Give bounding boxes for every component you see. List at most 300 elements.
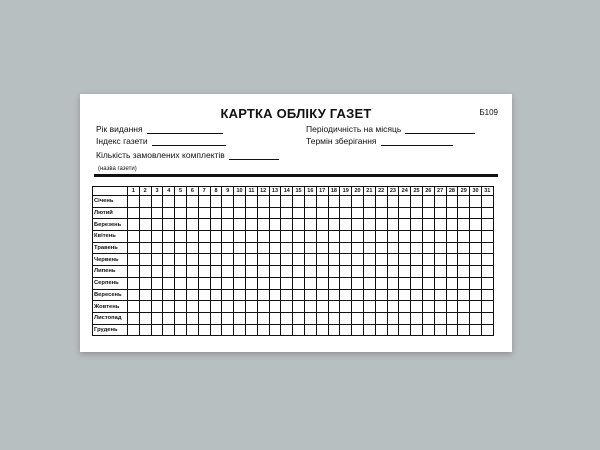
entry-cell[interactable] [269,219,281,231]
entry-cell[interactable] [175,324,187,336]
entry-cell[interactable] [293,242,305,254]
entry-cell[interactable] [234,289,246,301]
entry-cell[interactable] [375,207,387,219]
entry-cell[interactable] [257,289,269,301]
entry-cell[interactable] [375,301,387,313]
entry-cell[interactable] [175,254,187,266]
entry-cell[interactable] [128,312,140,324]
entry-cell[interactable] [269,277,281,289]
entry-cell[interactable] [422,207,434,219]
entry-cell[interactable] [481,266,493,278]
entry-cell[interactable] [293,277,305,289]
entry-cell[interactable] [281,219,293,231]
entry-cell[interactable] [481,242,493,254]
entry-cell[interactable] [198,312,210,324]
entry-cell[interactable] [363,312,375,324]
entry-cell[interactable] [222,254,234,266]
entry-cell[interactable] [434,301,446,313]
entry-cell[interactable] [222,301,234,313]
entry-cell[interactable] [316,301,328,313]
entry-cell[interactable] [186,254,198,266]
entry-cell[interactable] [269,242,281,254]
entry-cell[interactable] [363,277,375,289]
entry-cell[interactable] [434,242,446,254]
entry-cell[interactable] [128,219,140,231]
entry-cell[interactable] [222,242,234,254]
entry-cell[interactable] [198,242,210,254]
entry-cell[interactable] [446,242,458,254]
entry-cell[interactable] [446,266,458,278]
entry-cell[interactable] [139,231,151,243]
entry-cell[interactable] [328,266,340,278]
entry-cell[interactable] [186,312,198,324]
entry-cell[interactable] [399,301,411,313]
entry-cell[interactable] [210,277,222,289]
entry-cell[interactable] [458,289,470,301]
entry-cell[interactable] [210,254,222,266]
entry-cell[interactable] [470,207,482,219]
entry-cell[interactable] [128,324,140,336]
entry-cell[interactable] [151,312,163,324]
entry-cell[interactable] [234,196,246,208]
entry-cell[interactable] [257,242,269,254]
entry-cell[interactable] [163,289,175,301]
entry-cell[interactable] [470,254,482,266]
entry-cell[interactable] [411,266,423,278]
entry-cell[interactable] [281,324,293,336]
entry-cell[interactable] [245,219,257,231]
entry-cell[interactable] [375,196,387,208]
entry-cell[interactable] [151,324,163,336]
entry-cell[interactable] [304,231,316,243]
entry-cell[interactable] [422,242,434,254]
entry-cell[interactable] [375,231,387,243]
entry-cell[interactable] [470,242,482,254]
entry-cell[interactable] [139,312,151,324]
entry-cell[interactable] [281,207,293,219]
entry-cell[interactable] [293,207,305,219]
entry-cell[interactable] [340,312,352,324]
entry-cell[interactable] [175,277,187,289]
entry-cell[interactable] [139,207,151,219]
field-year-line[interactable] [147,125,223,134]
entry-cell[interactable] [363,219,375,231]
entry-cell[interactable] [198,277,210,289]
field-sets-line[interactable] [229,151,279,160]
entry-cell[interactable] [198,266,210,278]
entry-cell[interactable] [222,277,234,289]
entry-cell[interactable] [316,231,328,243]
entry-cell[interactable] [234,254,246,266]
entry-cell[interactable] [434,219,446,231]
entry-cell[interactable] [422,196,434,208]
entry-cell[interactable] [139,219,151,231]
entry-cell[interactable] [257,254,269,266]
entry-cell[interactable] [163,219,175,231]
entry-cell[interactable] [269,196,281,208]
entry-cell[interactable] [422,219,434,231]
entry-cell[interactable] [399,196,411,208]
entry-cell[interactable] [163,324,175,336]
entry-cell[interactable] [328,254,340,266]
entry-cell[interactable] [411,301,423,313]
entry-cell[interactable] [375,324,387,336]
entry-cell[interactable] [257,277,269,289]
entry-cell[interactable] [234,324,246,336]
entry-cell[interactable] [470,277,482,289]
entry-cell[interactable] [210,219,222,231]
entry-cell[interactable] [234,312,246,324]
entry-cell[interactable] [363,324,375,336]
entry-cell[interactable] [139,266,151,278]
entry-cell[interactable] [245,324,257,336]
entry-cell[interactable] [411,277,423,289]
entry-cell[interactable] [245,196,257,208]
entry-cell[interactable] [352,277,364,289]
entry-cell[interactable] [175,242,187,254]
entry-cell[interactable] [352,254,364,266]
entry-cell[interactable] [245,277,257,289]
entry-cell[interactable] [245,301,257,313]
entry-cell[interactable] [316,324,328,336]
entry-cell[interactable] [328,312,340,324]
entry-cell[interactable] [422,277,434,289]
entry-cell[interactable] [458,301,470,313]
entry-cell[interactable] [434,277,446,289]
entry-cell[interactable] [198,324,210,336]
entry-cell[interactable] [434,289,446,301]
entry-cell[interactable] [316,289,328,301]
entry-cell[interactable] [128,266,140,278]
entry-cell[interactable] [139,242,151,254]
entry-cell[interactable] [328,277,340,289]
entry-cell[interactable] [163,242,175,254]
entry-cell[interactable] [422,301,434,313]
entry-cell[interactable] [446,254,458,266]
entry-cell[interactable] [210,207,222,219]
entry-cell[interactable] [151,242,163,254]
entry-cell[interactable] [387,242,399,254]
entry-cell[interactable] [481,312,493,324]
entry-cell[interactable] [222,266,234,278]
entry-cell[interactable] [245,242,257,254]
entry-cell[interactable] [422,266,434,278]
entry-cell[interactable] [210,266,222,278]
entry-cell[interactable] [210,301,222,313]
entry-cell[interactable] [411,254,423,266]
entry-cell[interactable] [222,312,234,324]
entry-cell[interactable] [198,207,210,219]
entry-cell[interactable] [328,219,340,231]
entry-cell[interactable] [387,277,399,289]
entry-cell[interactable] [352,301,364,313]
entry-cell[interactable] [210,312,222,324]
entry-cell[interactable] [328,324,340,336]
entry-cell[interactable] [363,196,375,208]
entry-cell[interactable] [128,207,140,219]
entry-cell[interactable] [328,242,340,254]
field-index-line[interactable] [152,137,226,146]
entry-cell[interactable] [411,231,423,243]
field-periodicity-line[interactable] [405,125,475,134]
entry-cell[interactable] [481,219,493,231]
entry-cell[interactable] [470,301,482,313]
entry-cell[interactable] [352,242,364,254]
entry-cell[interactable] [434,196,446,208]
entry-cell[interactable] [470,324,482,336]
entry-cell[interactable] [281,231,293,243]
entry-cell[interactable] [175,301,187,313]
entry-cell[interactable] [352,324,364,336]
entry-cell[interactable] [352,196,364,208]
entry-cell[interactable] [245,266,257,278]
entry-cell[interactable] [257,324,269,336]
entry-cell[interactable] [458,277,470,289]
entry-cell[interactable] [434,266,446,278]
entry-cell[interactable] [399,254,411,266]
entry-cell[interactable] [304,301,316,313]
entry-cell[interactable] [293,219,305,231]
entry-cell[interactable] [281,277,293,289]
entry-cell[interactable] [186,266,198,278]
entry-cell[interactable] [387,312,399,324]
entry-cell[interactable] [281,254,293,266]
entry-cell[interactable] [269,254,281,266]
entry-cell[interactable] [175,231,187,243]
entry-cell[interactable] [446,289,458,301]
entry-cell[interactable] [198,254,210,266]
entry-cell[interactable] [234,266,246,278]
entry-cell[interactable] [458,196,470,208]
entry-cell[interactable] [128,301,140,313]
entry-cell[interactable] [186,324,198,336]
entry-cell[interactable] [139,277,151,289]
entry-cell[interactable] [304,242,316,254]
entry-cell[interactable] [328,196,340,208]
entry-cell[interactable] [139,254,151,266]
entry-cell[interactable] [304,219,316,231]
entry-cell[interactable] [363,242,375,254]
entry-cell[interactable] [281,312,293,324]
entry-cell[interactable] [175,289,187,301]
entry-cell[interactable] [446,324,458,336]
entry-cell[interactable] [375,219,387,231]
entry-cell[interactable] [234,219,246,231]
entry-cell[interactable] [340,196,352,208]
entry-cell[interactable] [210,231,222,243]
entry-cell[interactable] [163,312,175,324]
entry-cell[interactable] [340,207,352,219]
entry-cell[interactable] [281,242,293,254]
entry-cell[interactable] [399,242,411,254]
entry-cell[interactable] [186,242,198,254]
entry-cell[interactable] [222,219,234,231]
entry-cell[interactable] [352,207,364,219]
entry-cell[interactable] [387,254,399,266]
entry-cell[interactable] [316,254,328,266]
entry-cell[interactable] [340,324,352,336]
entry-cell[interactable] [481,254,493,266]
entry-cell[interactable] [163,231,175,243]
entry-cell[interactable] [399,312,411,324]
entry-cell[interactable] [411,207,423,219]
entry-cell[interactable] [257,196,269,208]
entry-cell[interactable] [375,266,387,278]
entry-cell[interactable] [198,301,210,313]
entry-cell[interactable] [269,289,281,301]
entry-cell[interactable] [151,219,163,231]
entry-cell[interactable] [198,231,210,243]
entry-cell[interactable] [269,301,281,313]
entry-cell[interactable] [399,289,411,301]
entry-cell[interactable] [387,231,399,243]
entry-cell[interactable] [151,277,163,289]
entry-cell[interactable] [293,324,305,336]
entry-cell[interactable] [399,266,411,278]
entry-cell[interactable] [458,266,470,278]
entry-cell[interactable] [363,207,375,219]
entry-cell[interactable] [186,196,198,208]
entry-cell[interactable] [269,207,281,219]
entry-cell[interactable] [352,312,364,324]
entry-cell[interactable] [128,231,140,243]
entry-cell[interactable] [446,277,458,289]
entry-cell[interactable] [340,242,352,254]
entry-cell[interactable] [363,254,375,266]
entry-cell[interactable] [269,324,281,336]
entry-cell[interactable] [257,301,269,313]
entry-cell[interactable] [269,231,281,243]
entry-cell[interactable] [245,207,257,219]
entry-cell[interactable] [222,196,234,208]
entry-cell[interactable] [481,207,493,219]
entry-cell[interactable] [316,207,328,219]
entry-cell[interactable] [375,254,387,266]
entry-cell[interactable] [293,312,305,324]
entry-cell[interactable] [245,312,257,324]
entry-cell[interactable] [163,301,175,313]
entry-cell[interactable] [352,289,364,301]
entry-cell[interactable] [304,266,316,278]
entry-cell[interactable] [186,277,198,289]
entry-cell[interactable] [434,207,446,219]
entry-cell[interactable] [352,219,364,231]
entry-cell[interactable] [434,254,446,266]
entry-cell[interactable] [470,266,482,278]
entry-cell[interactable] [304,312,316,324]
entry-cell[interactable] [387,196,399,208]
entry-cell[interactable] [458,242,470,254]
entry-cell[interactable] [198,219,210,231]
entry-cell[interactable] [163,196,175,208]
entry-cell[interactable] [269,266,281,278]
entry-cell[interactable] [245,254,257,266]
entry-cell[interactable] [151,301,163,313]
entry-cell[interactable] [281,301,293,313]
entry-cell[interactable] [293,266,305,278]
entry-cell[interactable] [422,289,434,301]
entry-cell[interactable] [128,242,140,254]
entry-cell[interactable] [340,231,352,243]
entry-cell[interactable] [422,324,434,336]
entry-cell[interactable] [481,301,493,313]
entry-cell[interactable] [293,254,305,266]
entry-cell[interactable] [375,289,387,301]
entry-cell[interactable] [328,231,340,243]
entry-cell[interactable] [316,277,328,289]
entry-cell[interactable] [210,196,222,208]
entry-cell[interactable] [257,219,269,231]
entry-cell[interactable] [257,231,269,243]
entry-cell[interactable] [128,289,140,301]
entry-cell[interactable] [186,289,198,301]
entry-cell[interactable] [175,207,187,219]
entry-cell[interactable] [175,266,187,278]
entry-cell[interactable] [163,207,175,219]
entry-cell[interactable] [186,301,198,313]
entry-cell[interactable] [257,207,269,219]
entry-cell[interactable] [234,242,246,254]
entry-cell[interactable] [281,196,293,208]
entry-cell[interactable] [363,301,375,313]
entry-cell[interactable] [139,196,151,208]
entry-cell[interactable] [352,231,364,243]
entry-cell[interactable] [411,219,423,231]
entry-cell[interactable] [446,231,458,243]
entry-cell[interactable] [363,266,375,278]
entry-cell[interactable] [304,289,316,301]
entry-cell[interactable] [387,301,399,313]
entry-cell[interactable] [245,289,257,301]
entry-cell[interactable] [293,289,305,301]
entry-cell[interactable] [458,312,470,324]
entry-cell[interactable] [340,266,352,278]
entry-cell[interactable] [422,312,434,324]
entry-cell[interactable] [434,231,446,243]
entry-cell[interactable] [375,277,387,289]
entry-cell[interactable] [446,196,458,208]
entry-cell[interactable] [234,207,246,219]
entry-cell[interactable] [470,196,482,208]
entry-cell[interactable] [458,254,470,266]
entry-cell[interactable] [316,312,328,324]
entry-cell[interactable] [210,289,222,301]
entry-cell[interactable] [175,219,187,231]
entry-cell[interactable] [151,289,163,301]
entry-cell[interactable] [458,324,470,336]
entry-cell[interactable] [340,254,352,266]
entry-cell[interactable] [411,289,423,301]
entry-cell[interactable] [340,219,352,231]
entry-cell[interactable] [328,207,340,219]
entry-cell[interactable] [387,207,399,219]
entry-cell[interactable] [387,219,399,231]
entry-cell[interactable] [446,301,458,313]
entry-cell[interactable] [446,312,458,324]
entry-cell[interactable] [387,266,399,278]
entry-cell[interactable] [222,231,234,243]
entry-cell[interactable] [186,219,198,231]
entry-cell[interactable] [458,231,470,243]
entry-cell[interactable] [434,312,446,324]
entry-cell[interactable] [163,277,175,289]
entry-cell[interactable] [340,289,352,301]
entry-cell[interactable] [399,207,411,219]
entry-cell[interactable] [375,242,387,254]
entry-cell[interactable] [422,254,434,266]
entry-cell[interactable] [222,324,234,336]
entry-cell[interactable] [139,324,151,336]
